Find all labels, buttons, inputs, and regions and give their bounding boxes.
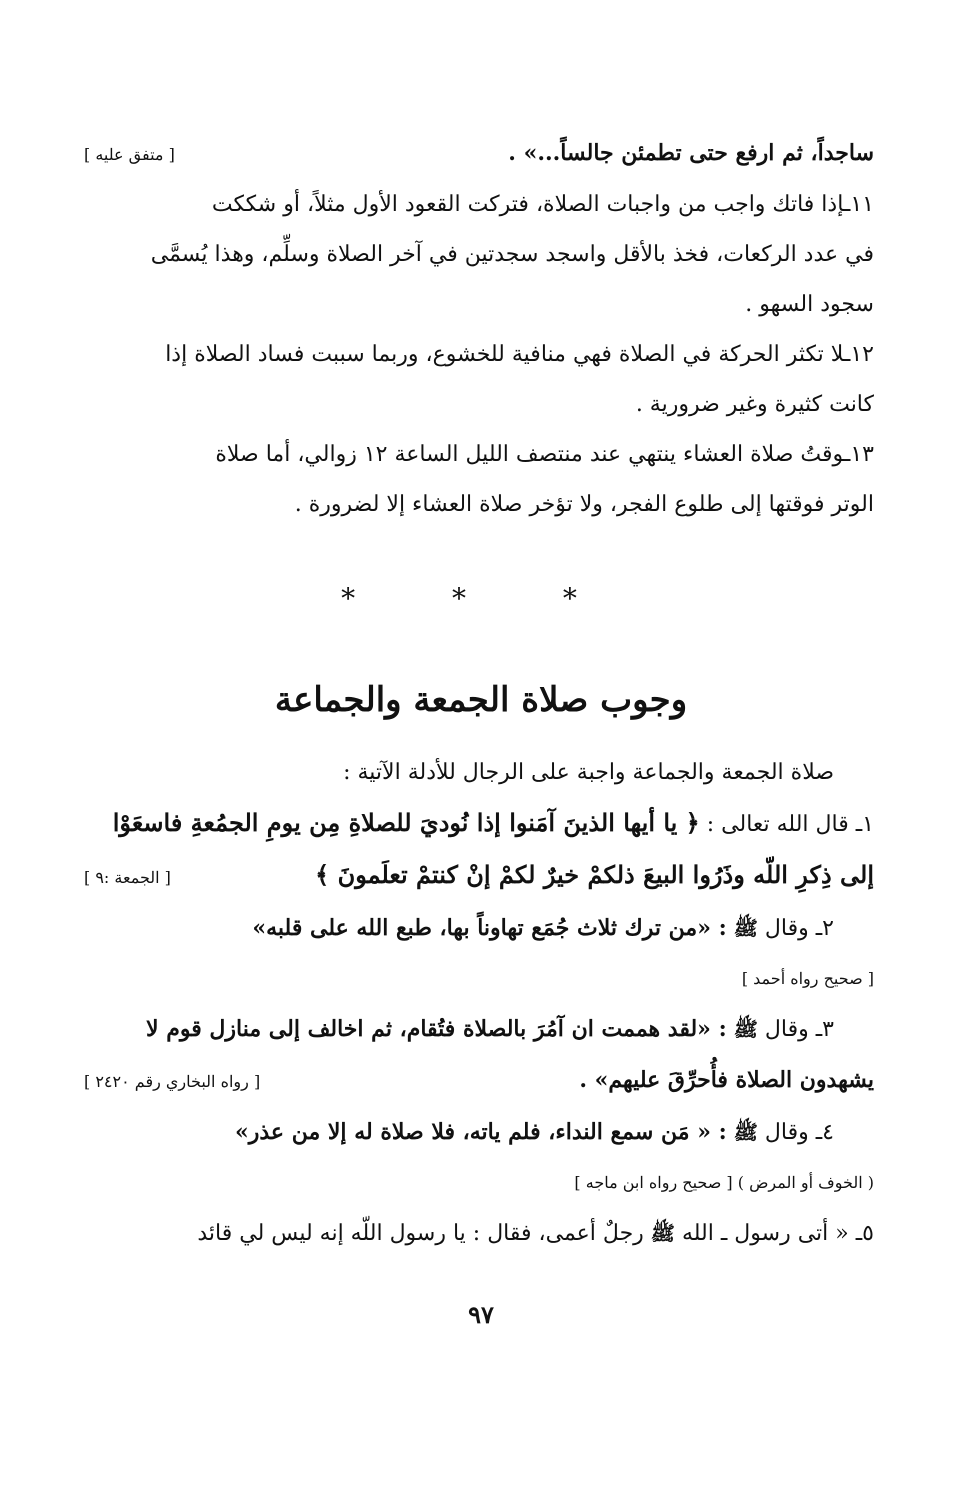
- quran-verse-part-2: إلى ذِكرِ اللّه وذَرُوا البيعَ ذلكمْ خيرٌ لكمْ إنْ كنتمْ تعلَمونَ ﴾: [315, 860, 874, 889]
- hadith-3-text-1: : «لقد هممت ان آمُرَ بالصلاة فتُقام، ثم اخالف إلى منازل قوم لا: [146, 1016, 727, 1042]
- item-13-line-1: ١٣ـوقتُ صلاة العشاء ينتهي عند منتصف الليل الساعة ١٢ زوالي، أما صلاة: [215, 442, 874, 467]
- item-12-line-2: كانت كثيرة وغير ضرورية .: [635, 392, 874, 417]
- item-1-line-2: [84, 850, 874, 903]
- item-3-line-2: [84, 1055, 874, 1107]
- hadith-3-reference: [ رواه البخاري رقم ٢٤٢٠ ]: [84, 1072, 261, 1091]
- hadith-3-text-2: يشهدون الصلاة فأُحرِّقَ عليهم» .: [579, 1067, 874, 1093]
- item-11-line-1: ١١ـإذا فاتك واجب من واجبات الصلاة، فتركت القعود الأول مثلاً، أو شككت: [211, 192, 874, 217]
- quran-verse-part-1: ﴿ يا أيها الذينَ آمَنوا إذا نُوديَ للصلاةِ مِن يومِ الجمُعةِ فاسعَوْا: [112, 808, 700, 837]
- item-2-reference-line: [84, 954, 874, 1004]
- pbuh-glyph: ﷺ: [650, 1221, 675, 1245]
- hadith-4-reference: ( الخوف أو المرض ) [ صحيح رواه ابن ماجه ]: [574, 1173, 874, 1192]
- pbuh-glyph: ﷺ: [733, 1120, 758, 1144]
- hadith-2-text: : «من ترك ثلاث جُمَع تهاوناً بها، طبع الله على قلبه»: [252, 915, 727, 941]
- item-13-line-2: الوتر فوقتها إلى طلوع الفجر، ولا تؤخر صلاة العشاء إلا لضرورة .: [294, 492, 874, 517]
- quran-reference: [ الجمعة :٩ ]: [84, 868, 171, 887]
- item-12-line-1: ١٢ـلا تكثر الحركة في الصلاة فهي منافية للخشوع، وربما سببت فساد الصلاة إذا: [165, 342, 874, 367]
- hadith-4-text: : « مَن سمع النداء، فلم ياته، فلا صلاة له إلا من عذر»: [234, 1119, 727, 1145]
- item-5-line: ٥ـ « أتى رسول ـ الله ﷺ رجلٌ أعمى، فقال : يا رسول اللّه إنه ليس لي قائد: [84, 1208, 874, 1259]
- body-section: [84, 748, 874, 1259]
- page-number: ٩٧: [468, 1300, 494, 1329]
- item-4-line: ٤ـ وقال ﷺ : « مَن سمع النداء، فلم ياته، فلا صلاة له إلا من عذر»: [84, 1107, 874, 1158]
- hadith-end-text: ساجداً، ثم ارفع حتى تطمئن جالساً...» .: [508, 140, 874, 166]
- section-separator: * * *: [341, 582, 621, 615]
- item-1-line-1: ١ـ قال الله تعالى : ﴿ يا أيها الذينَ آمَنوا إذا نُوديَ للصلاةِ مِن يومِ الجمُعةِ فاسعَوْا: [84, 798, 874, 850]
- item-11-line-2: في عدد الركعات، فخذ بالأقل واسجد سجدتين في آخر الصلاة وسلِّم، وهذا يُسمَّى: [150, 242, 874, 267]
- item-4-reference-line: [84, 1158, 874, 1208]
- hadith-2-reference: [ صحيح رواه أحمد ]: [741, 969, 874, 988]
- hadith-end-reference: [ متفق عليه ]: [84, 145, 175, 164]
- item-2-line: ٢ـ وقال ﷺ : «من ترك ثلاث جُمَع تهاوناً بها، طبع الله على قلبه»: [84, 903, 874, 954]
- top-section: [84, 128, 874, 530]
- item-3-line-1: ٣ـ وقال ﷺ : «لقد هممت ان آمُرَ بالصلاة فتُقام، ثم اخالف إلى منازل قوم لا: [84, 1004, 874, 1055]
- item-11-line-3: سجود السهو .: [745, 292, 874, 317]
- section-heading: وجوب صلاة الجمعة والجماعة: [274, 680, 688, 720]
- hadith-end-line: [84, 128, 874, 180]
- pbuh-glyph: ﷺ: [733, 916, 758, 940]
- pbuh-glyph: ﷺ: [733, 1017, 758, 1041]
- intro-line: صلاة الجمعة والجماعة واجبة على الرجال للأدلة الآتية :: [343, 760, 834, 785]
